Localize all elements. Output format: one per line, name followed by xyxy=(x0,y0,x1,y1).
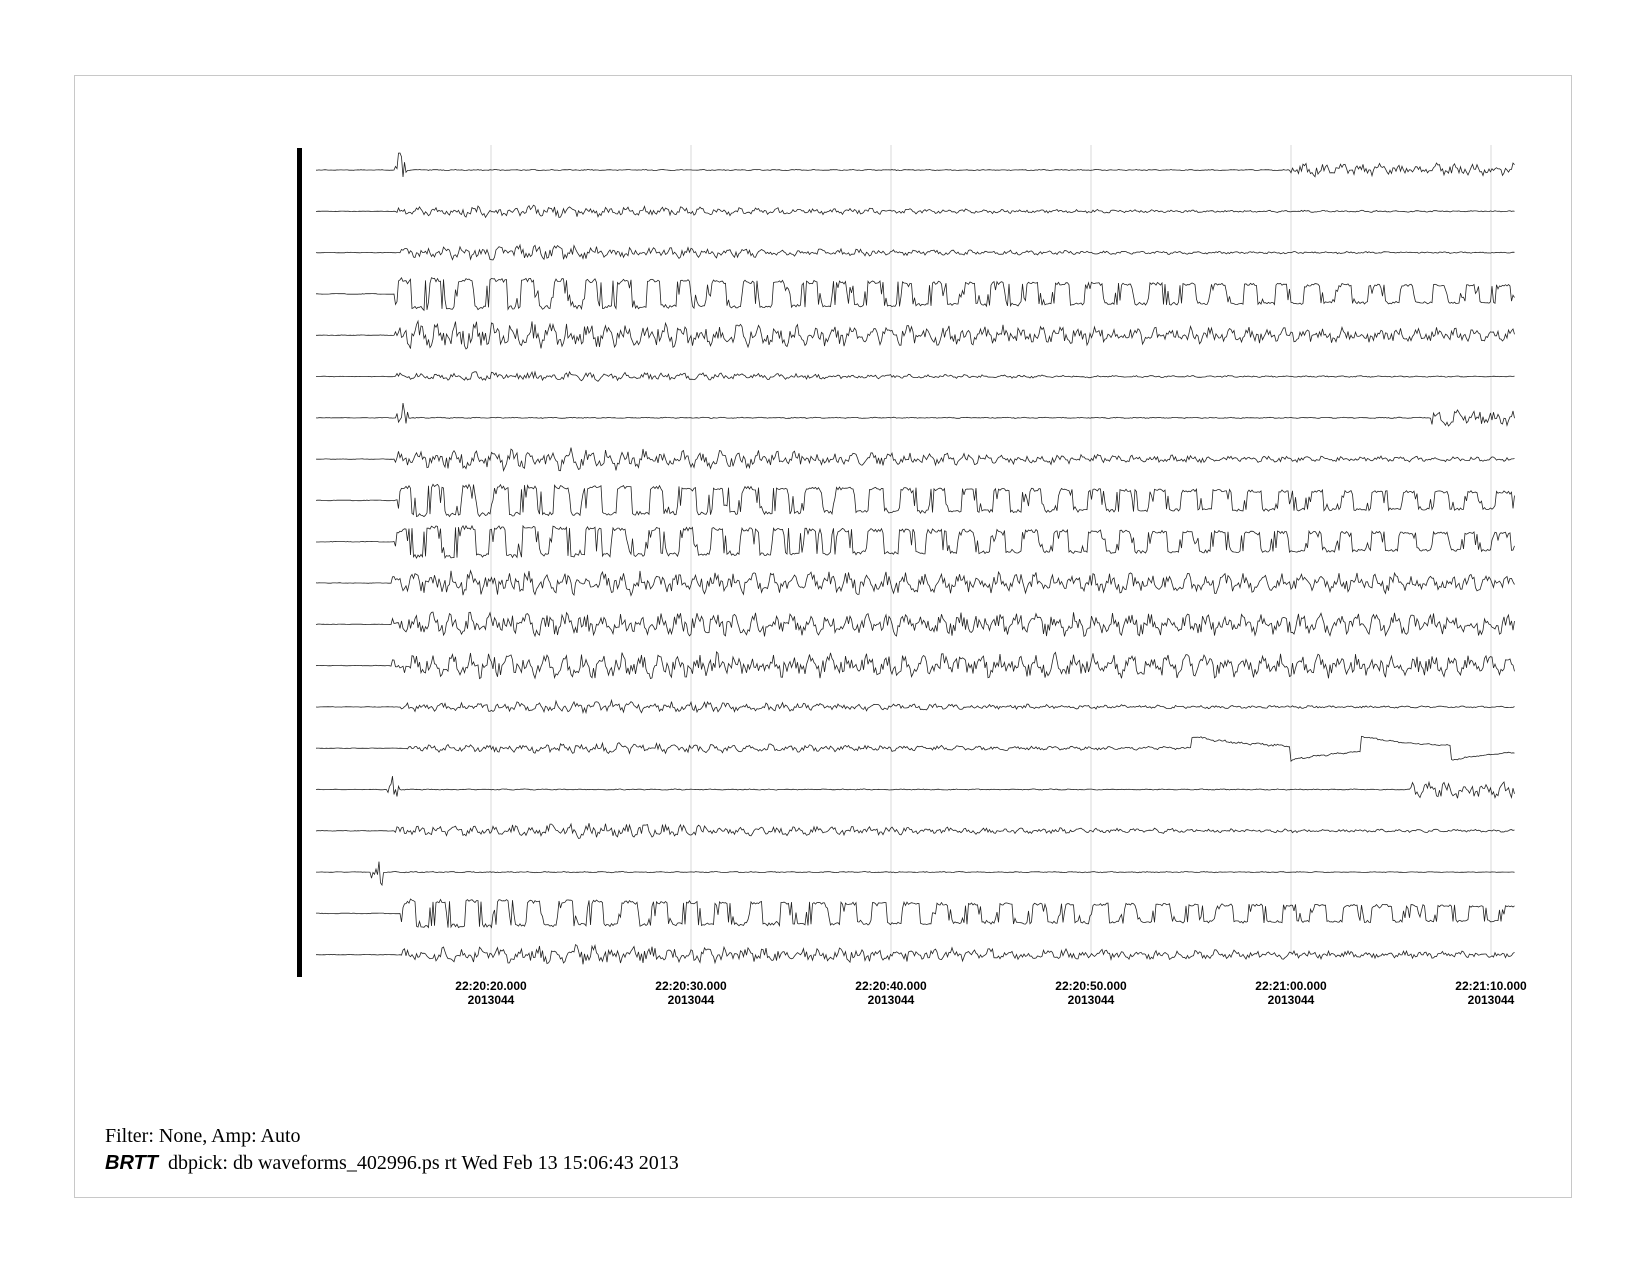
info-text: dbpick: db waveforms_402996.ps rt Wed Feb 13 15:06:43 2013 xyxy=(167,1152,679,1174)
x-tick-date-4: 2013044 xyxy=(1267,993,1315,1007)
trace-orc-ehz xyxy=(316,776,1515,798)
trace-cas-ehz xyxy=(316,700,1515,712)
x-tick-time-5: 22:21:10.000 xyxy=(1455,979,1527,993)
trace-lhv-ehz xyxy=(316,278,1515,311)
trace-mln-ehz xyxy=(316,484,1515,516)
trace-adh-ehz xyxy=(316,571,1515,596)
trace-nv08-shz xyxy=(316,372,1515,382)
trace-bck-ehz xyxy=(316,245,1515,260)
brand-logo: BRTT xyxy=(105,1152,158,1174)
trace-hck-ehz xyxy=(316,403,1515,426)
trace-mzp-ehz xyxy=(316,736,1515,761)
x-tick-time-4: 22:21:00.000 xyxy=(1255,979,1327,993)
x-tick-time-0: 22:20:20.000 xyxy=(455,979,527,993)
trace-mgn-ehz xyxy=(316,612,1515,636)
trace-wmd-ehz xyxy=(316,862,1515,885)
trace-ben-ehz xyxy=(316,526,1515,558)
x-tick-date-3: 2013044 xyxy=(1067,993,1115,1007)
trace-nv31-bhz xyxy=(316,205,1515,217)
x-tick-time-1: 22:20:30.000 xyxy=(655,979,727,993)
x-tick-date-1: 2013044 xyxy=(667,993,715,1007)
trace-bhp-ehz xyxy=(316,899,1515,928)
trace-nv09-shz xyxy=(316,448,1515,471)
trace-mpt-ehz xyxy=(316,652,1515,679)
trace-ant-ehz xyxy=(316,321,1515,349)
filter-text: Filter: None, Amp: Auto xyxy=(105,1125,301,1147)
x-tick-time-3: 22:20:50.000 xyxy=(1055,979,1127,993)
x-tick-time-2: 22:20:40.000 xyxy=(855,979,927,993)
info-line xyxy=(105,1150,679,1177)
trace-sch-ehz xyxy=(316,945,1515,965)
trace-ryn-hhz xyxy=(316,823,1515,838)
x-tick-date-5: 2013044 xyxy=(1467,993,1515,1007)
footer xyxy=(105,1123,679,1177)
x-tick-date-0: 2013044 xyxy=(467,993,515,1007)
trace-bon-ehz xyxy=(316,153,1515,177)
x-tick-date-2: 2013044 xyxy=(867,993,915,1007)
